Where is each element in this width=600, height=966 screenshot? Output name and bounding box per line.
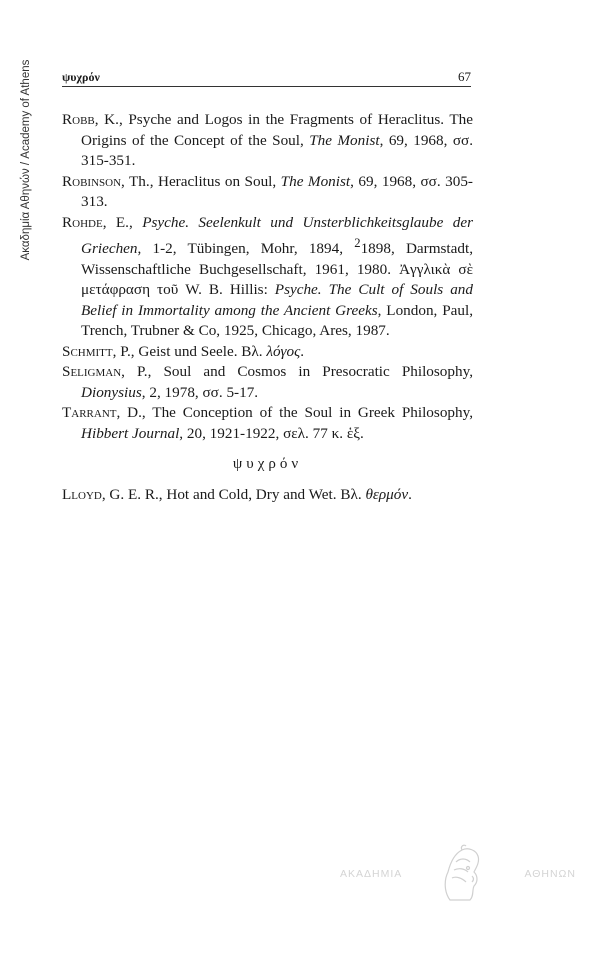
bib-entry-lloyd: Lloyd, G. E. R., Hot and Cold, Dry and Wet. Βλ. θερμόν. xyxy=(62,485,412,503)
author-name: Tarrant xyxy=(62,404,117,422)
section-heading: ψυχρόν xyxy=(232,456,303,473)
journal-title: The Monist xyxy=(309,131,380,149)
bib-entry-tarrant: Tarrant, D., The Conception of the Soul in Greek Philosophy, Hibbert Journal, 20, 1921-1922, σελ. 77 κ. ἑξ. xyxy=(62,404,473,442)
edition-superscript: 2 xyxy=(354,236,361,250)
journal-title: The Monist xyxy=(280,172,351,190)
bib-entry-robb: Robb, K., Psyche and Logos in the Fragments of Heraclitus. The Origins of the Concept of the Soul, The Monist, 69, 1968, σσ. 315-351. xyxy=(62,111,473,169)
author-name: Robinson xyxy=(62,172,122,190)
author-name: Lloyd xyxy=(62,485,102,503)
header-title: ψυχρόν xyxy=(62,70,100,84)
book-title: Psyche. The Cult of Souls and Belief in Immortality among the Ancient Greeks xyxy=(81,281,473,319)
cross-reference: θερμόν xyxy=(365,485,409,503)
cross-reference: λόγος xyxy=(266,342,301,360)
academy-watermark xyxy=(340,842,576,912)
athena-head-emblem-icon xyxy=(436,842,484,908)
journal-title: Dionysius xyxy=(81,383,142,401)
bib-entry-rohde: Rohde, E., Psyche. Seelenkult und Unsterblichkeitsglaube der Griechen, 1-2, Tübingen, Mohr, 1894, $^2$1898, Darmstadt, Wissenschaftliche Buchgesellschaft, 1961, 1980. Ἀγγλικὰ σὲ μετάφραση τοῦ W. B. Hillis: Psyche. The Cult of Souls and Belief in Immortality among the Ancient Greeks, London, Paul, Trench, Trubner & Co, 1925, Chicago, Ares, 1987. xyxy=(62,213,474,340)
journal-title: Hibbert Journal xyxy=(81,424,180,442)
author-name: Schmitt xyxy=(62,342,113,360)
author-name: Robb xyxy=(62,111,95,128)
author-name: Rohde xyxy=(62,213,103,231)
watermark-left-text: ΑΚΑΔΗΜΙΑ xyxy=(340,868,403,880)
page-number: 67 xyxy=(458,69,471,84)
bib-entry-robinson: Robinson, Th., Heraclitus on Soul, The Monist, 69, 1968, σσ. 305-313. xyxy=(62,172,473,210)
author-name: Seligman xyxy=(62,363,122,381)
bib-entry-schmitt: Schmitt, P., Geist und Seele. Βλ. λόγος. xyxy=(62,342,305,360)
running-header xyxy=(62,68,471,87)
bibliography xyxy=(62,110,473,505)
watermark-right-text: ΑΘΗΝΩΝ xyxy=(524,868,576,880)
bib-entry-seligman: Seligman, P., Soul and Cosmos in Presocratic Philosophy, Dionysius, 2, 1978, σσ. 5-17. xyxy=(62,363,473,401)
side-label: Ακαδημία Αθηνών / Academy of Athens xyxy=(20,59,32,261)
book-title: Psyche. Seelenkult und Unsterblichkeitsglaube der Griechen xyxy=(81,213,473,258)
